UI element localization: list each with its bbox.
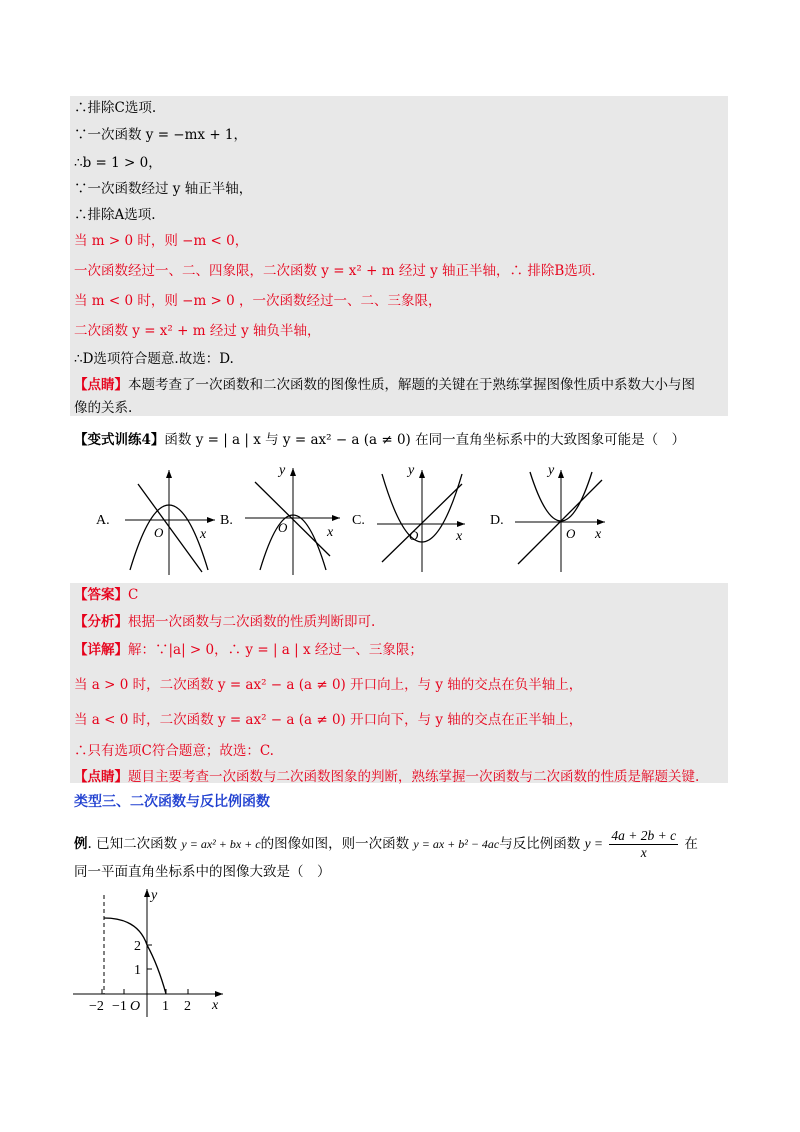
detail-text: 解：∵|a| > 0，∴ y = | a | x 经过一、三象限； <box>128 642 423 658</box>
option-d-label: D. <box>490 513 504 528</box>
option-c-graph <box>377 463 465 572</box>
example-frac-den: x <box>640 845 647 860</box>
answer-line <box>74 585 138 605</box>
analysis-text: 根据一次函数与二次函数的性质判断即可. <box>128 614 376 630</box>
conclusion-line: ∴只有选项C符合题意；故选：C. <box>74 743 274 759</box>
detail-positive-case: 当 a > 0 时，二次函数 y = ax² − a (a ≠ 0) 开口向上，与 y 轴的交点在负半轴上， <box>74 677 583 693</box>
example-text-3: 与反比例函数 <box>499 836 581 852</box>
option-d-x: x <box>595 527 602 542</box>
solution-line-4: ∵一次函数经过 y 轴正半轴， <box>74 181 253 197</box>
option-c-y: y <box>408 463 415 478</box>
option-a-x: x <box>200 527 207 542</box>
option-b-x: x <box>327 525 334 540</box>
option-d-y: y <box>548 463 555 478</box>
solution-line-8: 当 m < 0 时，则 −m > 0 ，一次函数经过一、二、三象限， <box>74 293 442 309</box>
example-frac-num: 4a + 2b + c <box>611 828 677 843</box>
graph-xtick-neg2: −2 <box>89 999 104 1014</box>
option-graphs <box>90 460 630 578</box>
detail-negative-case: 当 a < 0 时，二次函数 y = ax² − a (a ≠ 0) 开口向下，与 y 轴的交点在正半轴上， <box>74 712 583 728</box>
answer-label: 【答案】 <box>74 587 128 603</box>
comment-text: 本题考查了一次函数和二次函数的图像性质，解题的关键在于熟练掌握图像性质中系数大小与图 <box>128 377 695 393</box>
analysis-line <box>74 612 375 632</box>
graph-origin: O <box>130 999 141 1014</box>
option-a-graph <box>125 470 215 575</box>
graph-y-axis-label: y <box>151 888 158 903</box>
answer-comment <box>74 767 699 787</box>
graph-xtick-1: 1 <box>162 999 169 1014</box>
comment-line-2: 像的关系. <box>74 400 133 416</box>
graph-xtick-neg1: −1 <box>112 999 127 1014</box>
option-a-label: A. <box>96 513 110 528</box>
graph-ytick-1: 1 <box>134 963 141 978</box>
option-c-x: x <box>456 529 463 544</box>
answer-comment-text: 题目主要考查一次函数与二次函数图象的判断，熟练掌握一次函数与二次函数的性质是解题关键. <box>128 769 700 785</box>
parabola-graph <box>68 885 233 1020</box>
answer-value: C <box>128 587 139 603</box>
example-text-4: 在 <box>684 836 698 852</box>
option-b-label: B. <box>220 513 233 528</box>
option-d-o: O <box>566 526 576 541</box>
solution-line-9: 二次函数 y = x² + m 经过 y 轴负半轴， <box>74 323 321 339</box>
comment-label: 【点睛】 <box>74 377 128 393</box>
option-c-label: C. <box>352 513 365 528</box>
analysis-label: 【分析】 <box>74 614 128 630</box>
example-frac-lhs: y = <box>584 836 604 851</box>
solution-line-7: 一次函数经过一、二、四象限，二次函数 y = x² + m 经过 y 轴正半轴，∴ 排除B选项. <box>74 263 596 279</box>
option-b-o: O <box>278 520 288 535</box>
option-b-y: y <box>279 463 286 478</box>
section-heading: 类型三、二次函数与反比例函数 <box>74 794 270 810</box>
variant-label: 【变式训练4】 <box>74 432 165 448</box>
graph-ytick-2: 2 <box>134 939 141 954</box>
answer-comment-label: 【点睛】 <box>74 769 128 785</box>
example-line-1 <box>74 828 698 861</box>
option-c-o: O <box>409 528 419 543</box>
solution-line-2: ∵一次函数 y = −mx + 1， <box>74 127 248 143</box>
graph-xtick-2: 2 <box>184 999 191 1014</box>
option-b-graph <box>245 463 340 575</box>
example-line-2: 同一平面直角坐标系中的图像大致是（ ） <box>74 864 331 880</box>
variant-question <box>74 430 685 450</box>
example-text-2: 的图像如图，则一次函数 <box>260 836 410 852</box>
solution-line-6: 当 m > 0 时，则 −m < 0， <box>74 233 249 249</box>
example-quadratic: y = ax² + bx + c <box>181 837 261 851</box>
example-fraction <box>609 828 678 861</box>
graph-x-axis-label: x <box>212 998 219 1013</box>
detail-label: 【详解】 <box>74 642 128 658</box>
variant-question-text: 函数 y = | a | x 与 y = ax² − a (a ≠ 0) 在同一直角坐标系中的大致图象可能是（ ） <box>164 432 686 448</box>
example-linear: y = ax + b² − 4ac <box>413 837 500 851</box>
option-a-o: O <box>154 525 164 540</box>
detail-line <box>74 640 423 660</box>
example-label: 例 <box>74 836 88 852</box>
solution-line-1: ∴排除C选项. <box>74 100 157 116</box>
solution-line-3: ∴b = 1 > 0， <box>74 155 162 171</box>
option-d-graph <box>515 463 605 572</box>
solution-line-10: ∴D选项符合题意.故选：D. <box>74 351 234 367</box>
example-text-1: . 已知二次函数 <box>87 836 178 852</box>
solution-line-5: ∴排除A选项. <box>74 207 156 223</box>
comment-line-1 <box>74 375 695 395</box>
